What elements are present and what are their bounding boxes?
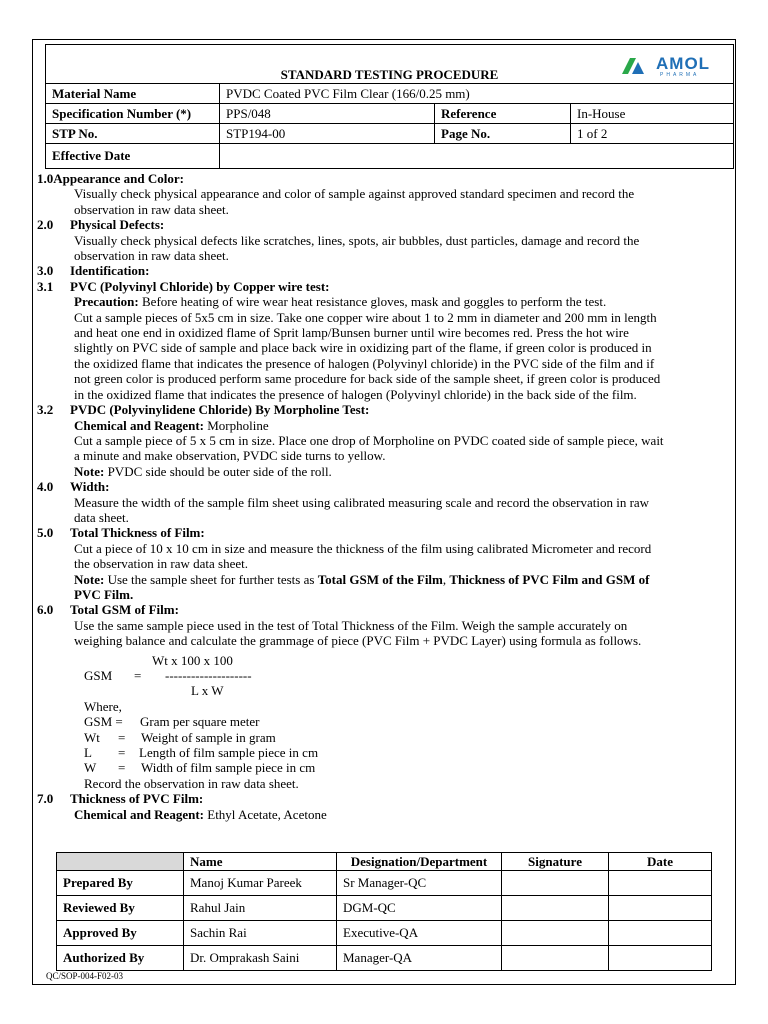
paragraph	[37, 541, 723, 603]
material-name-label: Material Name	[46, 84, 220, 103]
section-heading	[37, 479, 723, 494]
stp-label: STP No.	[46, 124, 220, 143]
section-title: PVC (Polyvinyl Chloride) by Copper wire test:	[70, 278, 330, 294]
section-number: 5.0	[37, 525, 54, 541]
definition-text: Gram per square meter	[140, 714, 260, 730]
header-title-row	[46, 45, 733, 84]
logo-mark-icon	[622, 56, 652, 74]
paragraph	[37, 186, 723, 217]
section-heading	[37, 217, 723, 232]
definition-equals: =	[118, 744, 126, 760]
note-emphasis: Thickness of PVC Film and GSM of	[449, 571, 650, 587]
effective-date-value	[220, 144, 733, 168]
name-cell: Sachin Rai	[184, 921, 337, 946]
definition-term: L	[84, 744, 92, 760]
page-label: Page No.	[435, 124, 571, 143]
section-title: Physical Defects:	[70, 217, 165, 233]
note-emphasis: PVC Film.	[74, 586, 134, 602]
header-cell-blank	[57, 853, 184, 871]
formula-denominator: L x W	[191, 683, 224, 699]
signature-table	[56, 852, 712, 971]
section-title: Total Thickness of Film:	[70, 525, 205, 541]
section-title: PVDC (Polyvinylidene Chloride) By Morpholine Test:	[70, 402, 370, 418]
header-cell: Name	[184, 853, 337, 871]
form-code: QC/SOP-004-F02-03	[46, 971, 124, 981]
section-number: 1.0	[37, 171, 54, 186]
table-row	[57, 946, 712, 971]
where-label: Where,	[84, 698, 122, 714]
table-row	[57, 921, 712, 946]
definition-term: Wt	[84, 729, 100, 745]
section-number: 7.0	[37, 791, 54, 807]
gsm-formula	[37, 653, 723, 792]
note-text: ,	[442, 571, 450, 587]
spec-label: Specification Number (*)	[46, 104, 220, 123]
paragraph	[37, 618, 723, 649]
role-cell: Reviewed By	[57, 896, 184, 921]
section-title: Appearance and Color:	[53, 171, 184, 186]
table-row	[57, 871, 712, 896]
note-label: Note:	[74, 463, 105, 479]
signature-cell	[502, 896, 609, 921]
name-cell: Manoj Kumar Pareek	[184, 871, 337, 896]
text-line: Cut a sample pieces of 5x5 cm in size. Take one copper wire about 1 to 2 mm in diameter and 200 mm in length	[74, 309, 657, 325]
note-text: PVDC side should be outer side of the roll.	[104, 463, 332, 479]
section-title: Thickness of PVC Film:	[70, 791, 204, 807]
date-cell	[609, 871, 712, 896]
note-text: Use the sample sheet for further tests as	[104, 571, 318, 587]
text-line: in the oxidized flame that indicates the presence of halogen (Polyvinyl chloride) in the back side of the film.	[74, 386, 637, 402]
definition-text: Weight of sample in gram	[141, 729, 276, 745]
text-line: not green color is produced perform same procedure for back side of the sample sheet, if green color is produced	[74, 371, 661, 387]
section-number: 4.0	[37, 479, 54, 495]
definition-text: Length of film sample piece in cm	[139, 744, 319, 760]
formula-equals: =	[134, 667, 142, 683]
text-line: and heat one end in oxidized flame of Sprit lamp/Bunsen burner until wire becomes red. Press the hot wire	[74, 325, 629, 341]
name-cell: Rahul Jain	[184, 896, 337, 921]
section-title: Identification:	[70, 263, 150, 279]
reference-label: Reference	[435, 104, 571, 123]
text-line: Visually check physical defects like scratches, lines, spots, air bubbles, dust particles, damage and record the	[74, 232, 640, 248]
spec-value: PPS/048	[220, 104, 435, 123]
company-logo	[622, 54, 722, 80]
date-cell	[609, 946, 712, 971]
text-line: a minute and make observation, PVDC side turns to yellow.	[74, 448, 386, 464]
text-line: Measure the width of the sample film sheet using calibrated measuring scale and record the observation in raw	[74, 494, 650, 510]
section-heading	[37, 525, 723, 540]
table-row	[57, 896, 712, 921]
paragraph	[37, 233, 723, 264]
role-cell: Authorized By	[57, 946, 184, 971]
definition-equals: =	[118, 760, 126, 776]
record-instruction: Record the observation in raw data sheet.	[84, 775, 299, 791]
formula-divider: --------------------	[165, 667, 252, 683]
subsection-heading	[37, 402, 723, 417]
role-cell: Approved By	[57, 921, 184, 946]
name-cell: Dr. Omprakash Saini	[184, 946, 337, 971]
header-cell: Date	[609, 853, 712, 871]
header-cell: Designation/Department	[337, 853, 502, 871]
signature-cell	[502, 946, 609, 971]
precaution-label: Precaution:	[74, 294, 139, 310]
text-line: slightly on PVC side of sample and place back wire in oxidizing part of the flame, if green color is produced in	[74, 340, 652, 356]
stp-value: STP194-00	[220, 124, 435, 143]
definition-equals: =	[118, 729, 126, 745]
text-line: Visually check physical appearance and color of sample against approved standard specimen and record the	[74, 186, 635, 202]
section-heading	[37, 263, 723, 278]
section-number: 3.1	[37, 278, 54, 294]
logo-subtext: PHARMA	[660, 72, 700, 78]
signature-cell	[502, 921, 609, 946]
header-cell: Signature	[502, 853, 609, 871]
document-header	[45, 44, 734, 169]
text-line: the observation in raw data sheet.	[74, 556, 248, 572]
formula-lhs: GSM	[84, 667, 113, 683]
role-cell: Prepared By	[57, 871, 184, 896]
procedure-body	[37, 171, 723, 822]
definition-term: GSM =	[84, 714, 123, 730]
text-line: observation in raw data sheet.	[74, 201, 229, 217]
date-cell	[609, 896, 712, 921]
formula-numerator: Wt x 100 x 100	[152, 652, 233, 668]
paragraph	[37, 294, 723, 402]
chemical-label: Chemical and Reagent:	[74, 806, 204, 822]
reference-value: In-House	[577, 106, 626, 121]
document-title: STANDARD TESTING PROCEDURE	[280, 67, 499, 82]
paragraph	[37, 418, 723, 480]
material-row	[46, 84, 733, 104]
material-name-value: PVDC Coated PVC Film Clear (166/0.25 mm)	[226, 86, 470, 101]
text-line: Cut a piece of 10 x 10 cm in size and measure the thickness of the film using calibrated Micrometer and record	[74, 540, 652, 556]
spec-row	[46, 104, 733, 124]
text-line: weighing balance and calculate the grammage of piece (PVC Film + PVDC Layer) using formula as follows.	[74, 633, 642, 649]
effective-date-row	[46, 144, 733, 168]
paragraph	[37, 807, 723, 822]
section-number: 6.0	[37, 602, 54, 618]
page-value: 1 of 2	[577, 126, 608, 141]
text-line: observation in raw data sheet.	[74, 248, 229, 264]
designation-cell: Manager-QA	[337, 946, 502, 971]
definition-term: W	[84, 760, 97, 776]
section-heading	[37, 171, 723, 186]
section-number: 3.0	[37, 263, 54, 279]
section-number: 2.0	[37, 217, 54, 233]
text-line: Cut a sample piece of 5 x 5 cm in size. Place one drop of Morpholine on PVDC coated side of sample piece, wait	[74, 432, 664, 448]
chemical-text: Morpholine	[204, 417, 269, 433]
stp-row	[46, 124, 733, 144]
chemical-text: Ethyl Acetate, Acetone	[204, 806, 327, 822]
designation-cell: Executive-QA	[337, 921, 502, 946]
text-line: the oxidized flame that indicates the presence of halogen (Polyvinyl chloride) in the PVC side of the film and if	[74, 355, 655, 371]
designation-cell: Sr Manager-QC	[337, 871, 502, 896]
precaution-text: Before heating of wire wear heat resistance gloves, mask and goggles to perform the test.	[138, 294, 607, 310]
section-number: 3.2	[37, 402, 54, 418]
designation-cell: DGM-QC	[337, 896, 502, 921]
section-title: Total GSM of Film:	[70, 602, 179, 618]
signature-cell	[502, 871, 609, 896]
signature-header-row	[57, 853, 712, 871]
chemical-label: Chemical and Reagent:	[74, 417, 204, 433]
date-cell	[609, 921, 712, 946]
text-line: data sheet.	[74, 509, 129, 525]
definition-text: Width of film sample piece in cm	[141, 760, 316, 776]
text-line: Use the same sample piece used in the test of Total Thickness of the Film. Weigh the sample accurately on	[74, 617, 628, 633]
effective-date-label: Effective Date	[46, 144, 220, 168]
section-heading	[37, 602, 723, 617]
note-emphasis: Total GSM of the Film	[317, 571, 443, 587]
section-heading	[37, 791, 723, 806]
note-label: Note:	[74, 571, 105, 587]
logo-text: AMOL	[656, 54, 711, 73]
paragraph	[37, 495, 723, 526]
subsection-heading	[37, 279, 723, 294]
section-title: Width:	[70, 479, 110, 495]
